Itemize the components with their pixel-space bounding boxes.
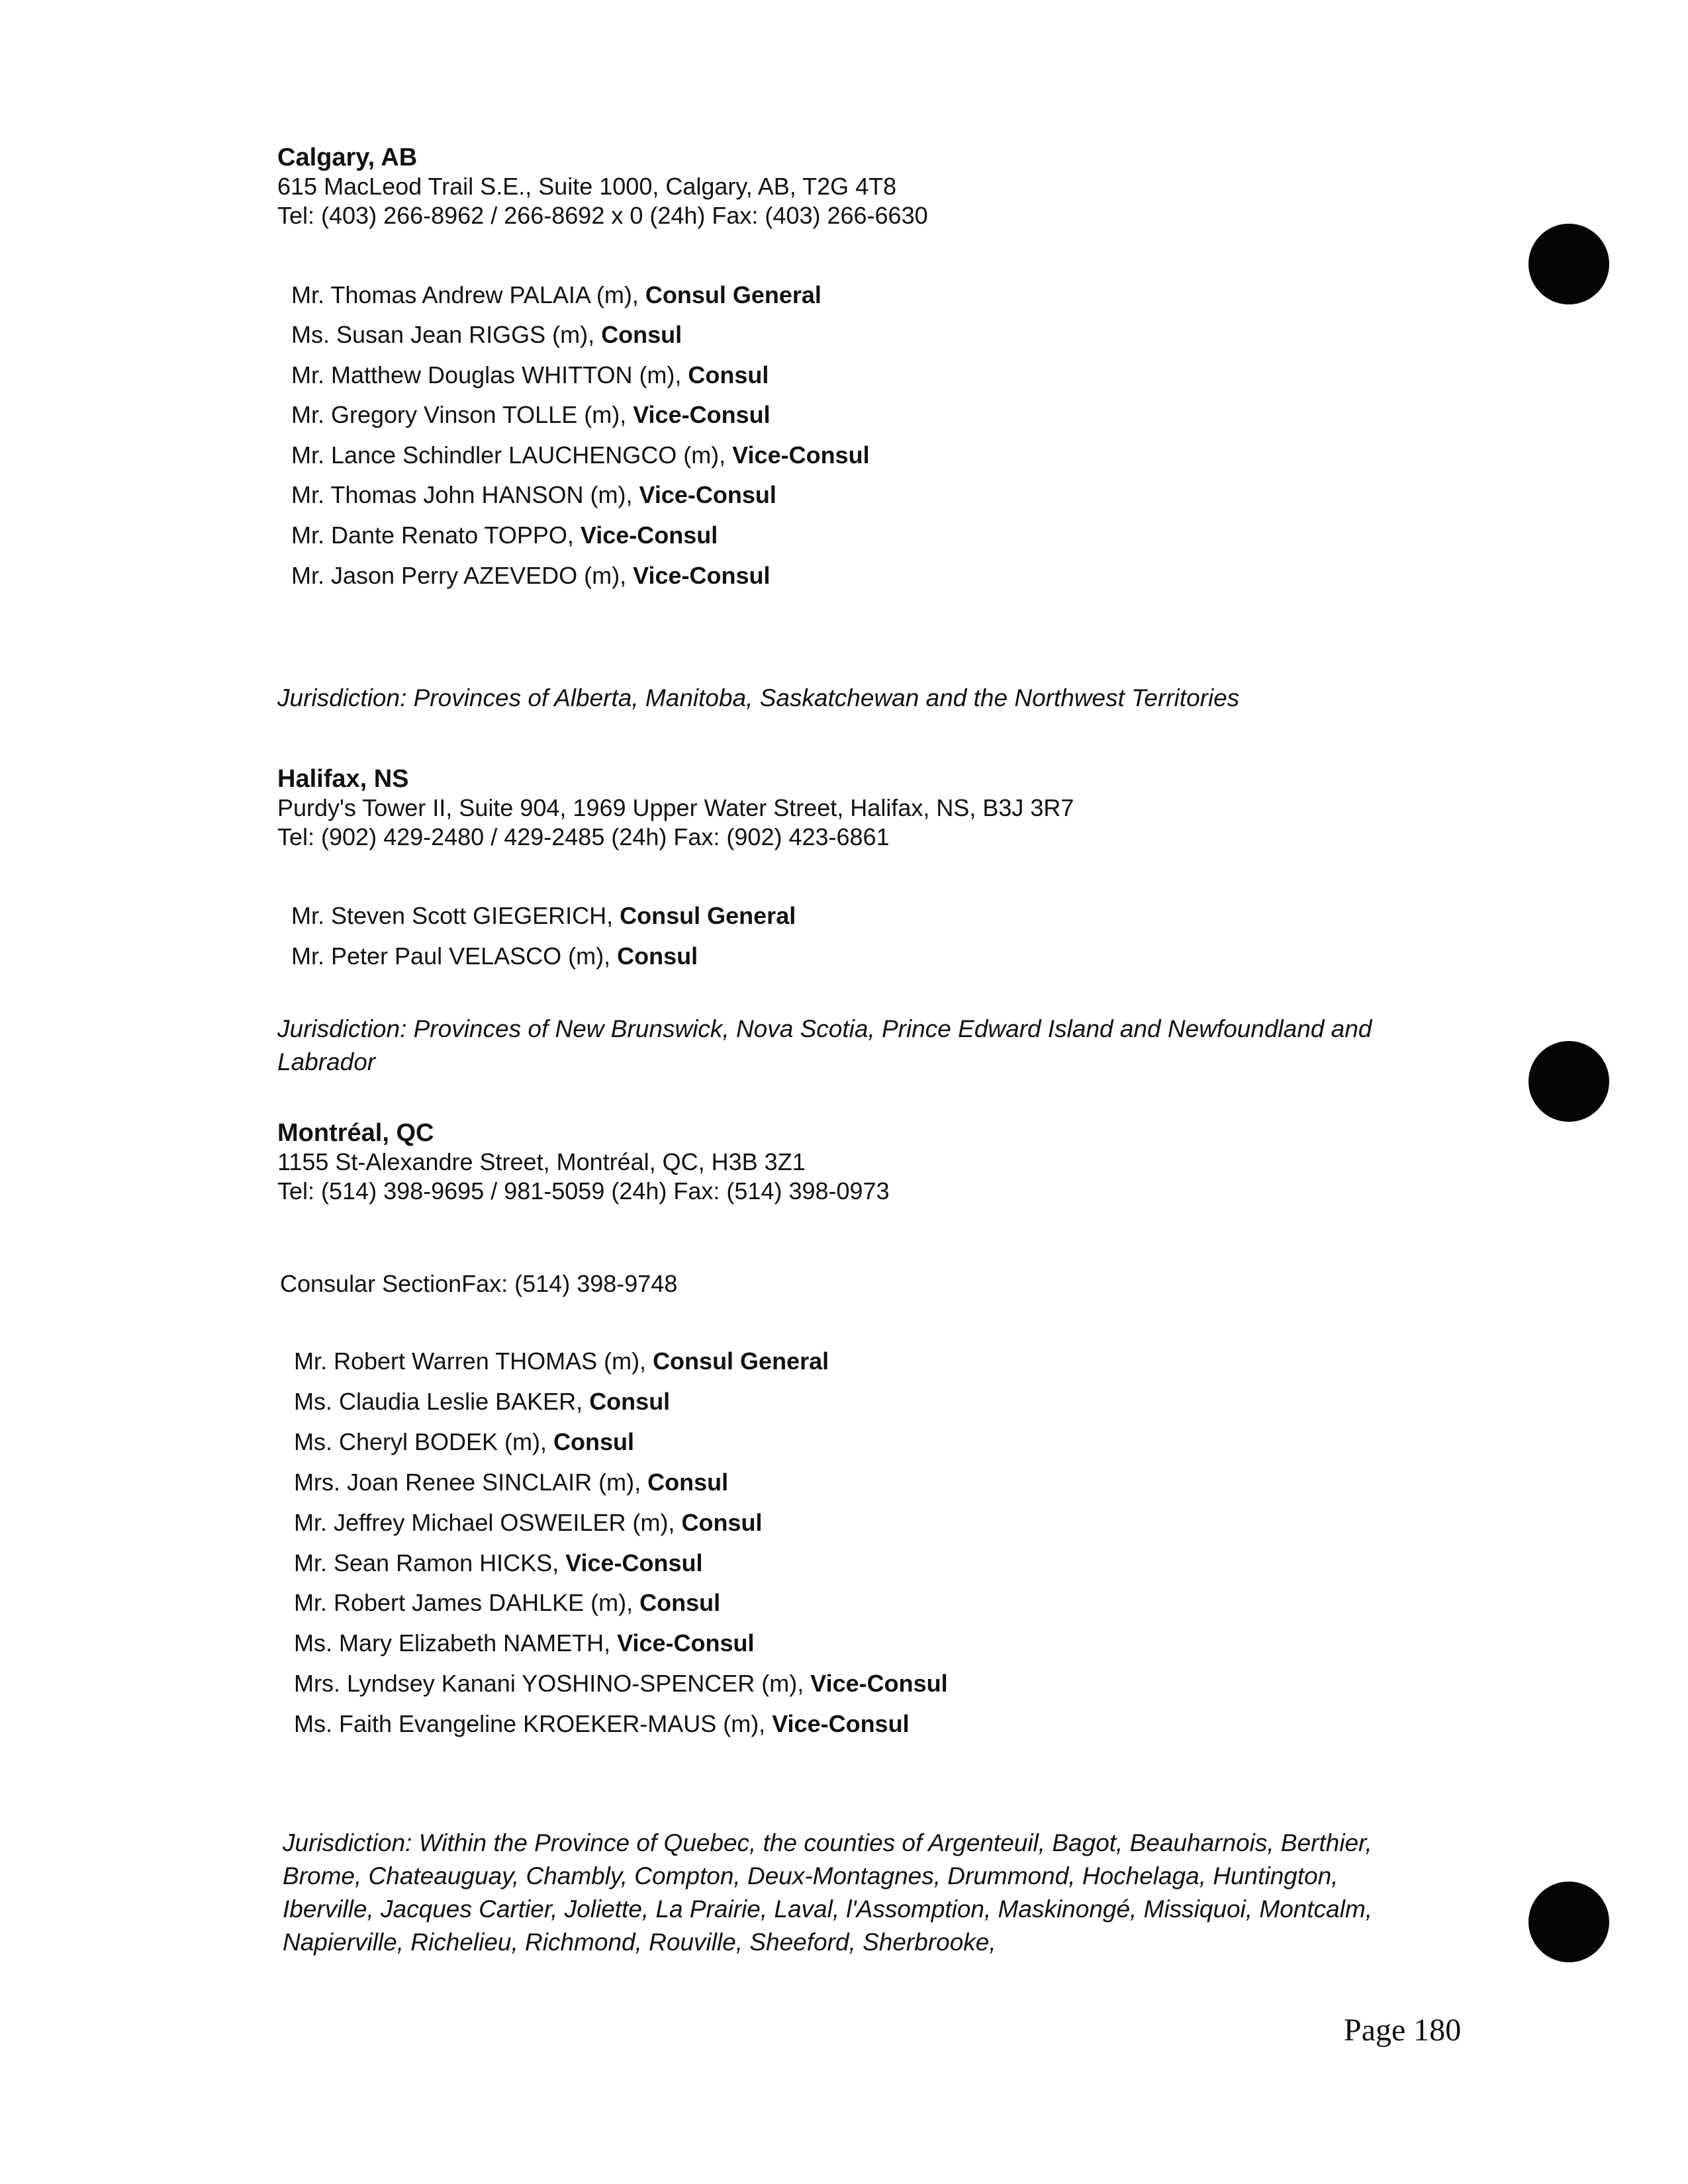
staff-role: Consul General	[653, 1347, 829, 1375]
staff-role: Consul	[639, 1589, 721, 1616]
staff-name: Mr. Sean Ramon HICKS,	[294, 1549, 566, 1576]
staff-role: Vice-Consul	[617, 1629, 755, 1657]
staff-role: Vice-Consul	[633, 562, 771, 589]
binder-hole	[1528, 224, 1609, 304]
montreal-staff-1	[294, 1347, 829, 1376]
halifax-staff-2	[291, 942, 698, 971]
section-heading-montreal: Montréal, QC	[277, 1119, 434, 1147]
staff-name: Mr. Jason Perry AZEVEDO (m),	[291, 562, 633, 589]
staff-name: Mr. Robert Warren THOMAS (m),	[294, 1347, 653, 1375]
calgary-staff-4	[291, 400, 771, 430]
staff-role: Consul	[553, 1428, 635, 1455]
staff-name: Ms. Susan Jean RIGGS (m),	[291, 321, 602, 348]
calgary-jurisdiction: Jurisdiction: Provinces of Alberta, Manitoba, Saskatchewan and the Northwest Territories	[277, 684, 1240, 711]
calgary-phone: Tel: (403) 266-8962 / 266-8692 x 0 (24h) Fax: (403) 266-6630	[277, 202, 928, 229]
montreal-staff-2	[294, 1387, 670, 1416]
staff-name: Mr. Jeffrey Michael OSWEILER (m),	[294, 1509, 682, 1536]
binder-hole	[1528, 1882, 1609, 1962]
staff-name: Mrs. Lyndsey Kanani YOSHINO-SPENCER (m),	[294, 1670, 811, 1697]
staff-role: Consul	[589, 1388, 671, 1415]
calgary-staff-1	[291, 281, 821, 310]
staff-role: Vice-Consul	[565, 1549, 703, 1576]
halifax-staff-1	[291, 901, 796, 931]
staff-name: Mr. Robert James DAHLKE (m),	[294, 1589, 640, 1616]
staff-name: Mr. Dante Renato TOPPO,	[291, 522, 581, 549]
calgary-staff-8	[291, 561, 770, 590]
montreal-staff-8	[294, 1629, 754, 1658]
halifax-phone: Tel: (902) 429-2480 / 429-2485 (24h) Fax: (902) 423-6861	[277, 823, 890, 850]
montreal-staff-10	[294, 1709, 910, 1739]
staff-name: Mr. Matthew Douglas WHITTON (m),	[291, 361, 688, 388]
staff-role: Vice-Consul	[810, 1670, 948, 1697]
staff-name: Mr. Thomas Andrew PALAIA (m),	[291, 281, 645, 308]
staff-role: Consul	[617, 942, 698, 970]
calgary-address: 615 MacLeod Trail S.E., Suite 1000, Calgary, AB, T2G 4T8	[277, 173, 897, 200]
binder-hole	[1528, 1041, 1609, 1122]
page-number: Page 180	[1344, 2013, 1462, 2048]
staff-name: Ms. Faith Evangeline KROEKER-MAUS (m),	[294, 1710, 773, 1737]
staff-role: Vice-Consul	[580, 522, 718, 549]
staff-name: Mr. Lance Schindler LAUCHENGCO (m),	[291, 441, 733, 469]
staff-role: Consul	[601, 321, 682, 348]
montreal-staff-6	[294, 1549, 703, 1578]
montreal-jurisdiction: Jurisdiction: Within the Province of Quebec, the counties of Argenteuil, Bagot, Beauharnois, Berthier, Brome, Chateauguay, Chambly, Compton, Deux-Montagnes, Drummond, Hochelaga, Huntington, Iberville, Jacques Cartier, Joliette, La Prairie, Laval, l'Assomption, Maskinongé, Missiquoi, Montcalm, Napierville, Richelieu, Richmond, Rouville, Sheeford, Sherbrooke,	[283, 1829, 1373, 1956]
staff-role: Consul	[688, 361, 769, 388]
section-heading-calgary: Calgary, AB	[277, 144, 418, 171]
montreal-staff-7	[294, 1588, 720, 1617]
montreal-staff-4	[294, 1468, 728, 1497]
montreal-address: 1155 St-Alexandre Street, Montréal, QC, H3B 3Z1	[277, 1148, 806, 1175]
staff-role: Vice-Consul	[732, 441, 870, 469]
staff-name: Mrs. Joan Renee SINCLAIR (m),	[294, 1469, 648, 1496]
staff-role: Consul	[647, 1469, 729, 1496]
staff-name: Mr. Peter Paul VELASCO (m),	[291, 942, 618, 970]
staff-name: Mr. Steven Scott GIEGERICH,	[291, 902, 620, 929]
staff-name: Ms. Mary Elizabeth NAMETH,	[294, 1629, 618, 1657]
calgary-staff-3	[291, 361, 769, 390]
staff-name: Ms. Claudia Leslie BAKER,	[294, 1388, 590, 1415]
halifax-jurisdiction: Jurisdiction: Provinces of New Brunswick, Nova Scotia, Prince Edward Island and Newfoundland and Labrador	[277, 1015, 1372, 1075]
staff-role: Vice-Consul	[639, 481, 776, 508]
montreal-staff-9	[294, 1669, 948, 1698]
calgary-staff-5	[291, 441, 870, 470]
staff-role: Vice-Consul	[633, 401, 771, 428]
staff-name: Mr. Gregory Vinson TOLLE (m),	[291, 401, 633, 428]
calgary-staff-2	[291, 320, 682, 349]
section-heading-halifax: Halifax, NS	[277, 765, 409, 793]
montreal-staff-3	[294, 1428, 634, 1457]
calgary-staff-6	[291, 480, 776, 510]
montreal-staff-5	[294, 1508, 762, 1537]
staff-role: Consul General	[620, 902, 796, 929]
montreal-consular-fax: Consular SectionFax: (514) 398-9748	[280, 1270, 678, 1297]
staff-role: Consul	[681, 1509, 763, 1536]
montreal-phone: Tel: (514) 398-9695 / 981-5059 (24h) Fax: (514) 398-0973	[277, 1177, 890, 1205]
staff-role: Vice-Consul	[772, 1710, 910, 1737]
staff-role: Consul General	[645, 281, 821, 308]
staff-name: Ms. Cheryl BODEK (m),	[294, 1428, 554, 1455]
staff-name: Mr. Thomas John HANSON (m),	[291, 481, 639, 508]
halifax-address: Purdy's Tower II, Suite 904, 1969 Upper Water Street, Halifax, NS, B3J 3R7	[277, 794, 1074, 821]
calgary-staff-7	[291, 521, 718, 550]
